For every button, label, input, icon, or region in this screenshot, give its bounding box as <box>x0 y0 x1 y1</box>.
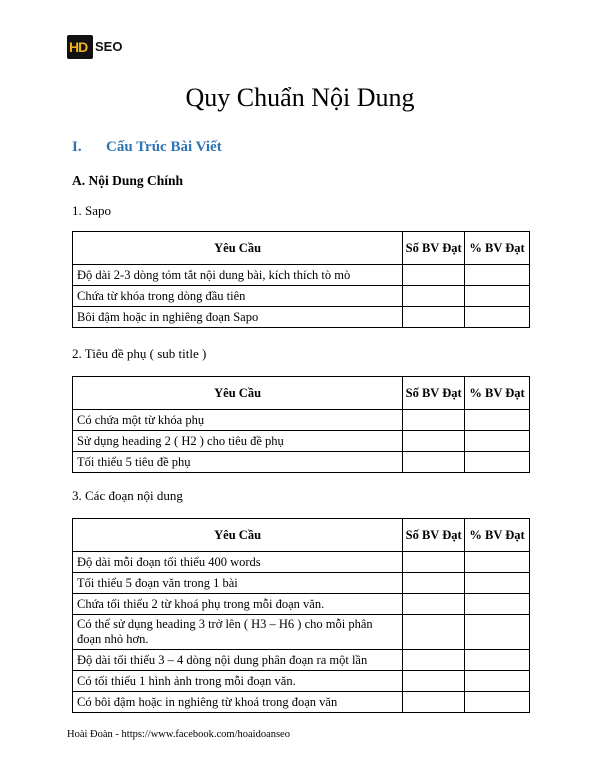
percent-cell[interactable] <box>465 671 530 692</box>
section-title: Cấu Trúc Bài Viết <box>106 139 222 155</box>
table-row <box>73 265 530 286</box>
header-percent: % BV Đạt <box>465 232 530 265</box>
requirement-cell: Độ dài 2-3 dòng tóm tắt nội dung bài, kích thích tò mò <box>73 265 403 286</box>
requirement-cell: Bôi đậm hoặc in nghiêng đoạn Sapo <box>73 307 403 328</box>
table-row <box>73 594 530 615</box>
page-footer: Hoài Đoàn - https://www.facebook.com/hoaidoanseo <box>67 729 290 740</box>
percent-cell[interactable] <box>465 573 530 594</box>
header-percent: % BV Đạt <box>465 377 530 410</box>
header-count: Số BV Đạt <box>403 519 465 552</box>
percent-cell[interactable] <box>465 265 530 286</box>
header-count: Số BV Đạt <box>403 377 465 410</box>
count-cell[interactable] <box>403 410 465 431</box>
header-requirement: Yêu Cầu <box>73 519 403 552</box>
requirement-cell: Độ dài mỗi đoạn tối thiểu 400 words <box>73 552 403 573</box>
table-label-sapo: 1. Sapo <box>72 203 111 218</box>
logo-hd-text: HD <box>69 39 88 55</box>
count-cell[interactable] <box>403 671 465 692</box>
subsection-heading: A. Nội Dung Chính <box>72 173 184 188</box>
requirement-cell: Có thể sử dụng heading 3 trở lên ( H3 – H6 ) cho mỗi phân đoạn nhỏ hơn. <box>73 615 403 650</box>
percent-cell[interactable] <box>465 552 530 573</box>
table-row <box>73 410 530 431</box>
count-cell[interactable] <box>403 286 465 307</box>
count-cell[interactable] <box>403 650 465 671</box>
table-row <box>73 307 530 328</box>
percent-cell[interactable] <box>465 615 530 650</box>
percent-cell[interactable] <box>465 692 530 713</box>
hdseo-logo <box>67 35 123 59</box>
count-cell[interactable] <box>403 573 465 594</box>
percent-cell[interactable] <box>465 452 530 473</box>
count-cell[interactable] <box>403 265 465 286</box>
table-row <box>73 286 530 307</box>
header-percent: % BV Đạt <box>465 519 530 552</box>
table-row <box>73 692 530 713</box>
requirement-cell: Sử dụng heading 2 ( H2 ) cho tiêu đề phụ <box>73 431 403 452</box>
count-cell[interactable] <box>403 594 465 615</box>
requirement-cell: Có tối thiểu 1 hình ảnh trong mỗi đoạn văn. <box>73 671 403 692</box>
count-cell[interactable] <box>403 307 465 328</box>
table-label-subtitle: 2. Tiêu đề phụ ( sub title ) <box>72 346 207 361</box>
table-row <box>73 615 530 650</box>
percent-cell[interactable] <box>465 286 530 307</box>
count-cell[interactable] <box>403 615 465 650</box>
requirement-cell: Tối thiểu 5 đoạn văn trong 1 bài <box>73 573 403 594</box>
header-requirement: Yêu Cầu <box>73 377 403 410</box>
requirement-cell: Độ dài tối thiểu 3 – 4 dòng nội dung phân đoạn ra một lần <box>73 650 403 671</box>
requirements-table-content <box>72 518 530 713</box>
table-label-content: 3. Các đoạn nội dung <box>72 488 183 503</box>
percent-cell[interactable] <box>465 650 530 671</box>
table-row <box>73 671 530 692</box>
section-number: I. <box>72 139 82 155</box>
count-cell[interactable] <box>403 552 465 573</box>
requirement-cell: Tối thiểu 5 tiêu đề phụ <box>73 452 403 473</box>
table-row <box>73 452 530 473</box>
requirements-table-sapo <box>72 231 530 328</box>
section-heading <box>72 137 222 157</box>
table-row <box>73 573 530 594</box>
percent-cell[interactable] <box>465 594 530 615</box>
count-cell[interactable] <box>403 452 465 473</box>
table-row <box>73 552 530 573</box>
percent-cell[interactable] <box>465 431 530 452</box>
count-cell[interactable] <box>403 692 465 713</box>
logo-seo-text: SEO <box>95 39 123 54</box>
header-count: Số BV Đạt <box>403 232 465 265</box>
percent-cell[interactable] <box>465 410 530 431</box>
requirement-cell: Chứa từ khóa trong dòng đầu tiên <box>73 286 403 307</box>
requirements-table-subtitle <box>72 376 530 473</box>
requirement-cell: Chứa tối thiểu 2 từ khoá phụ trong mỗi đoạn văn. <box>73 594 403 615</box>
requirement-cell: Có bôi đậm hoặc in nghiêng từ khoá trong đoạn văn <box>73 692 403 713</box>
logo-badge <box>67 35 93 59</box>
count-cell[interactable] <box>403 431 465 452</box>
table-row <box>73 431 530 452</box>
requirement-cell: Có chứa một từ khóa phụ <box>73 410 403 431</box>
page-title: Quy Chuẩn Nội Dung <box>185 83 415 112</box>
header-requirement: Yêu Cầu <box>73 232 403 265</box>
table-row <box>73 650 530 671</box>
percent-cell[interactable] <box>465 307 530 328</box>
